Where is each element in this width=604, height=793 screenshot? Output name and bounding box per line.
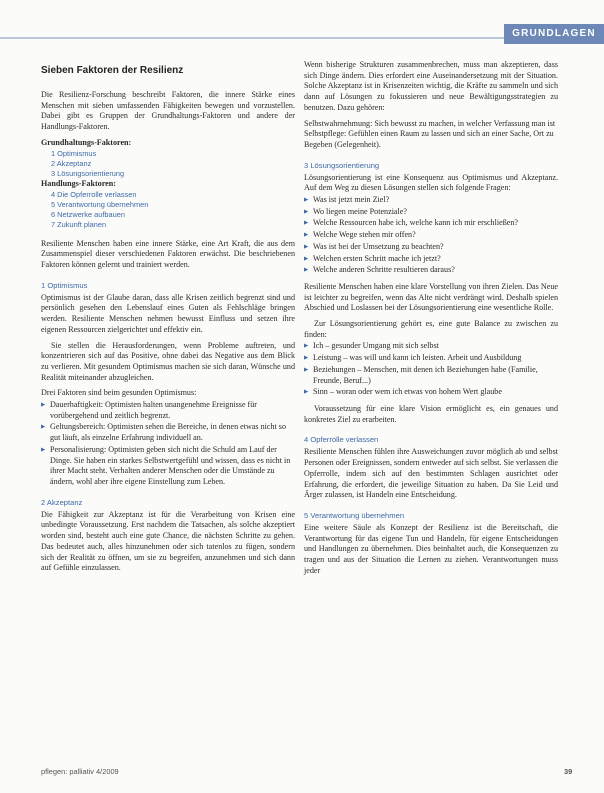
section-tab: GRUNDLAGEN <box>504 24 604 44</box>
factor-item: 5 Verantwortung übernehmen <box>51 200 149 210</box>
subheading-verantwortung: 5 Verantwortung übernehmen <box>304 510 405 520</box>
bullet-item: ▶ Geltungsbereich: Optimisten sehen die Bereiche, in denen etwas nicht so gut läuft, als einzelne Erfahrung individuell an. <box>41 422 295 443</box>
balance-item: ▶ Sinn – woran oder wem ich etwas von hohem Wert glaube <box>304 387 558 398</box>
question-item: ▶ Welchen ersten Schritt mache ich jetzt? <box>304 254 558 265</box>
question-item: ▶ Welche Wege stehen mir offen? <box>304 230 558 241</box>
balance-item: ▶ Leistung – was will und kann ich leisten. Arbeit und Ausbildung <box>304 353 558 364</box>
article-title: Sieben Faktoren der Resilienz <box>41 65 184 76</box>
optimism-bullets <box>41 400 295 488</box>
paragraph: Resiliente Menschen haben eine klare Vorstellung von ihren Zielen. Das Neue ist leichter zu begreifen, wenn das Alte nicht verdrängt wird. Deshalb spielen Abschied und Loslassen bei der Lösungsorientierung eine wesentliche Rolle. <box>304 281 558 313</box>
factor-item: 2 Akzeptanz <box>51 158 92 168</box>
right-column <box>304 60 558 581</box>
paragraph: Zur Lösungsorientierung gehört es, eine gute Balance zu zwischen zu finden: <box>304 319 558 339</box>
subheading-opferrolle: 4 Opferrolle verlassen <box>304 435 379 445</box>
bullet-item: ▶ Personalisierung: Optimisten geben sich nicht die Schuld am Lauf der Dinge. Sie haben ein starkes Selbstwertgefühl und wissen, dass es nicht in ihrer Macht steht. Verhalten anderer Menschen oder die Umstände zu ändern, wohl aber ihre eigene Einstellung zum Leben. <box>41 445 295 488</box>
paragraph: Drei Faktoren sind beim gesunden Optimismus: <box>41 388 197 398</box>
bullet-item: ▶ Dauerhaftigkeit: Optimisten halten unangenehme Ereignisse für vorübergehend und zeitlich begrenzt. <box>41 400 295 421</box>
group-heading-2: Handlungs-Faktoren: <box>41 179 116 189</box>
paragraph: Eine weitere Säule als Konzept der Resilienz ist die Bereitschaft, die Verantwortung für das eigene Tun und Handeln, für eigene Entscheidungen und Handlungen zu übernehmen. Dies beinhaltet auch, die Konsequenzen zu tragen und aus der Situation die Lernen zu ziehen. Verantwortungen muss jeder <box>304 522 558 575</box>
question-item: ▶ Was ist bei der Umsetzung zu beachten? <box>304 242 558 253</box>
paragraph: Voraussetzung für eine klare Vision ermöglicht es, ein genaues und konkretes Ziel zu erarbeiten. <box>304 403 558 424</box>
left-column <box>41 60 295 579</box>
factor-item: 3 Lösungsorientierung <box>51 168 125 178</box>
footer-publication: pflegen: palliativ 4/2009 <box>41 767 119 776</box>
factor-item: 6 Netzwerke aufbauen <box>51 210 125 220</box>
question-item: ▶ Welche anderen Schritte resultieren daraus? <box>304 265 558 276</box>
subheading-akzeptanz: 2 Akzeptanz <box>41 497 83 507</box>
paragraph: Resiliente Menschen fühlen ihre Ausweichungen zuvor möglich ab und selbst Personen oder Ereignissen, sondern entweder auf sich selbst. Sie verlassen die Opferrolle, indem sich auf den bestimmten Schlagen ausrichtet oder Erfahrung, die erfordert, die jeweilige Situation zu haben. Da Sie Leid und Ärger zulassen, ist Handeln eine Entscheidung. <box>304 447 558 500</box>
paragraph: Wenn bisherige Strukturen zusammenbrechen, muss man akzeptieren, dass sich Dinge ändern. Dies erfordert eine Auseinandersetzung mit der Situation. Solche Akzeptanz ist in Krisenzeiten wichtig, die Kräfte zu sammeln und sich dann auf Lösungen zu fokussieren und neue Bewältigungsstrategien zu benutzen. Dazu gehören: <box>304 60 558 112</box>
question-item: ▶ Wo liegen meine Potenziale? <box>304 207 558 218</box>
factor-item: 7 Zukunft planen <box>51 220 107 230</box>
question-item: ▶ Welche Ressourcen habe ich, welche kann ich mir erschließen? <box>304 218 558 229</box>
factor-item: 1 Optimismus <box>51 148 97 158</box>
balance-item: ▶ Ich – gesunder Umgang mit sich selbst <box>304 341 558 352</box>
paragraph: Lösungsorientierung ist eine Konsequenz aus Optimismus und Akzeptanz. Auf dem Weg zu diesen Lösungen stellen sich folgende Fragen: <box>304 172 558 193</box>
paragraph: Resiliente Menschen haben eine innere Stärke, eine Art Kraft, die aus dem Zusammenspiel dieser verschiedenen Faktoren erwächst. Die beschriebenen Faktoren können gelernt und trainiert werden. <box>41 238 295 270</box>
page-number: 39 <box>564 767 573 776</box>
question-item: ▶ Was ist jetzt mein Ziel? <box>304 195 558 206</box>
paragraph: Sie stellen die Herausforderungen, wenn Probleme auftreten, und konzentrieren sich auf das Positive, ohne dabei das Negative aus dem Blick zu verlieren. Mit gesundem Optimismus machen sie sich daran, Wünsche und Realität miteinander abzugleichen. <box>41 340 295 382</box>
definition-line: Selbstpflege: Gefühlen einen Raum zu lassen und sich an einer Sache, Ort zu Begeben (Gelegenheit). <box>304 129 554 149</box>
paragraph: Die Fähigkeit zur Akzeptanz ist für die Verarbeitung von Krisen eine unbedingte Voraussetzung. Erst nachdem die Tatsachen, als solche akzeptiert worden sind, besteht auch eine gute Chance, die nächsten Schritte zu gehen. Das bedeutet auch, alles hinzunehmen oder sich tatenlos zu fügen, sondern sich der Realität zu öffnen, um sie zu begreifen, anzunehmen und sich dann auf Gefühle einzulassen. <box>41 509 295 573</box>
factor-item: 4 Die Opferrolle verlassen <box>51 189 137 199</box>
definition-line: Selbstwahrnehmung: Sich bewusst zu machen, in welcher Verfassung man ist <box>304 118 556 128</box>
paragraph: Optimismus ist der Glaube daran, dass alle Krisen zeitlich begrenzt sind und persönlich gesehen den Lebenslauf eines Guten als Fehlschläge bringen werden. Resiliente Menschen nehmen bewusst Einfluss und setzen ihre eigenen Ressourcen zielgerichtet und effektiv ein. <box>41 292 295 334</box>
balance-list <box>304 341 558 398</box>
group-heading-1: Grundhaltungs-Faktoren: <box>41 137 132 147</box>
question-list <box>304 195 558 276</box>
subheading-loesungsorientierung: 3 Lösungsorientierung <box>304 160 380 170</box>
balance-item: ▶ Beziehungen – Menschen, mit denen ich Beziehungen habe (Familie, Freunde, Beruf...) <box>304 365 558 386</box>
intro-paragraph: Die Resilienz-Forschung beschreibt Faktoren, die innere Stärke eines Menschen mit sieben umfassenden Fähigkeiten bewegen und vorzustellen. Dabei gibt es Gruppen der Grundhaltungs-Faktoren und andere der Handlungs-Faktoren. <box>41 90 295 132</box>
subheading-optimismus: 1 Optimismus <box>41 280 88 290</box>
